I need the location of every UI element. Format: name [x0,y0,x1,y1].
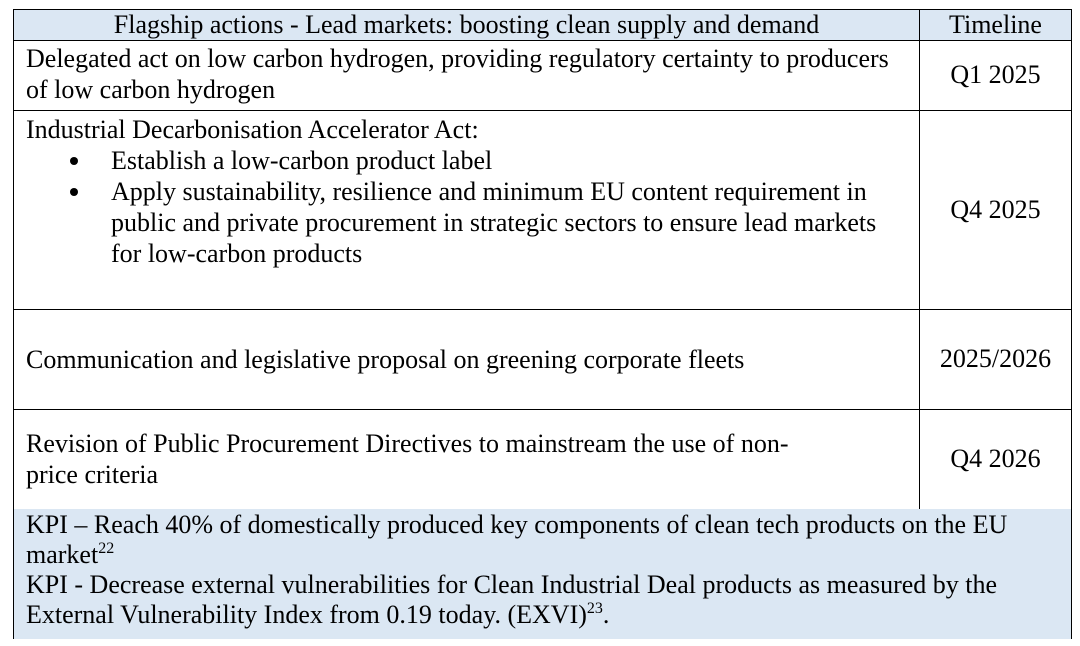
list-item [26,145,907,176]
kpi-text: KPI - Decrease external vulnerabilities for Clean Industrial Deal products as measured by the External Vulnerability Index from 0.19 today. (EXVI) [26,570,998,629]
timeline-cell: Q4 2025 [950,194,1041,224]
kpi-text: KPI – Reach 40% of domestically produced key components of clean tech products on the EU market [26,510,1008,569]
action-text: Communication and legislative proposal on greening corporate fleets [26,344,745,374]
header-title: Flagship actions - Lead markets: boosting clean supply and demand [14,10,920,40]
kpi-tail: . [602,600,610,629]
action-cell [14,40,920,110]
action-text-line: price criteria [26,460,159,489]
footnote-ref[interactable]: 22 [98,540,115,557]
bullet-text: Establish a low-carbon product label [111,146,493,175]
timeline-cell: Q1 2025 [950,60,1041,89]
table-row [14,409,1071,509]
timeline-cell: 2025/2026 [939,344,1052,373]
table-row [14,110,1071,309]
action-cell [14,110,920,309]
action-text: Industrial Decarbonisation Accelerator Act: [26,115,479,144]
table-row [14,40,1071,110]
list-item [26,176,907,269]
bullet-icon [70,157,78,165]
action-text-line: Revision of Public Procurement Directives to mainstream the use of non- [26,429,789,458]
bullet-icon [70,188,78,196]
bullet-text: Apply sustainability, resilience and minimum EU content requirement in public and private procurement in strategic sectors to ensure lead markets for low-carbon products [111,177,877,268]
action-text: Delegated act on low carbon hydrogen, providing regulatory certainty to producers of low carbon hydrogen [26,44,889,104]
kpi-line [26,510,1059,570]
kpi-line [26,570,1059,630]
kpi-row [14,509,1071,639]
bullet-list [26,145,907,269]
timeline-cell: Q4 2026 [950,444,1041,473]
footnote-ref[interactable]: 23 [586,600,603,617]
table-row [14,309,1071,409]
action-cell [14,409,920,509]
flagship-actions-table [13,9,1072,639]
action-cell [14,309,920,409]
table-header-row [14,10,1071,40]
header-timeline-label: Timeline [949,10,1042,39]
